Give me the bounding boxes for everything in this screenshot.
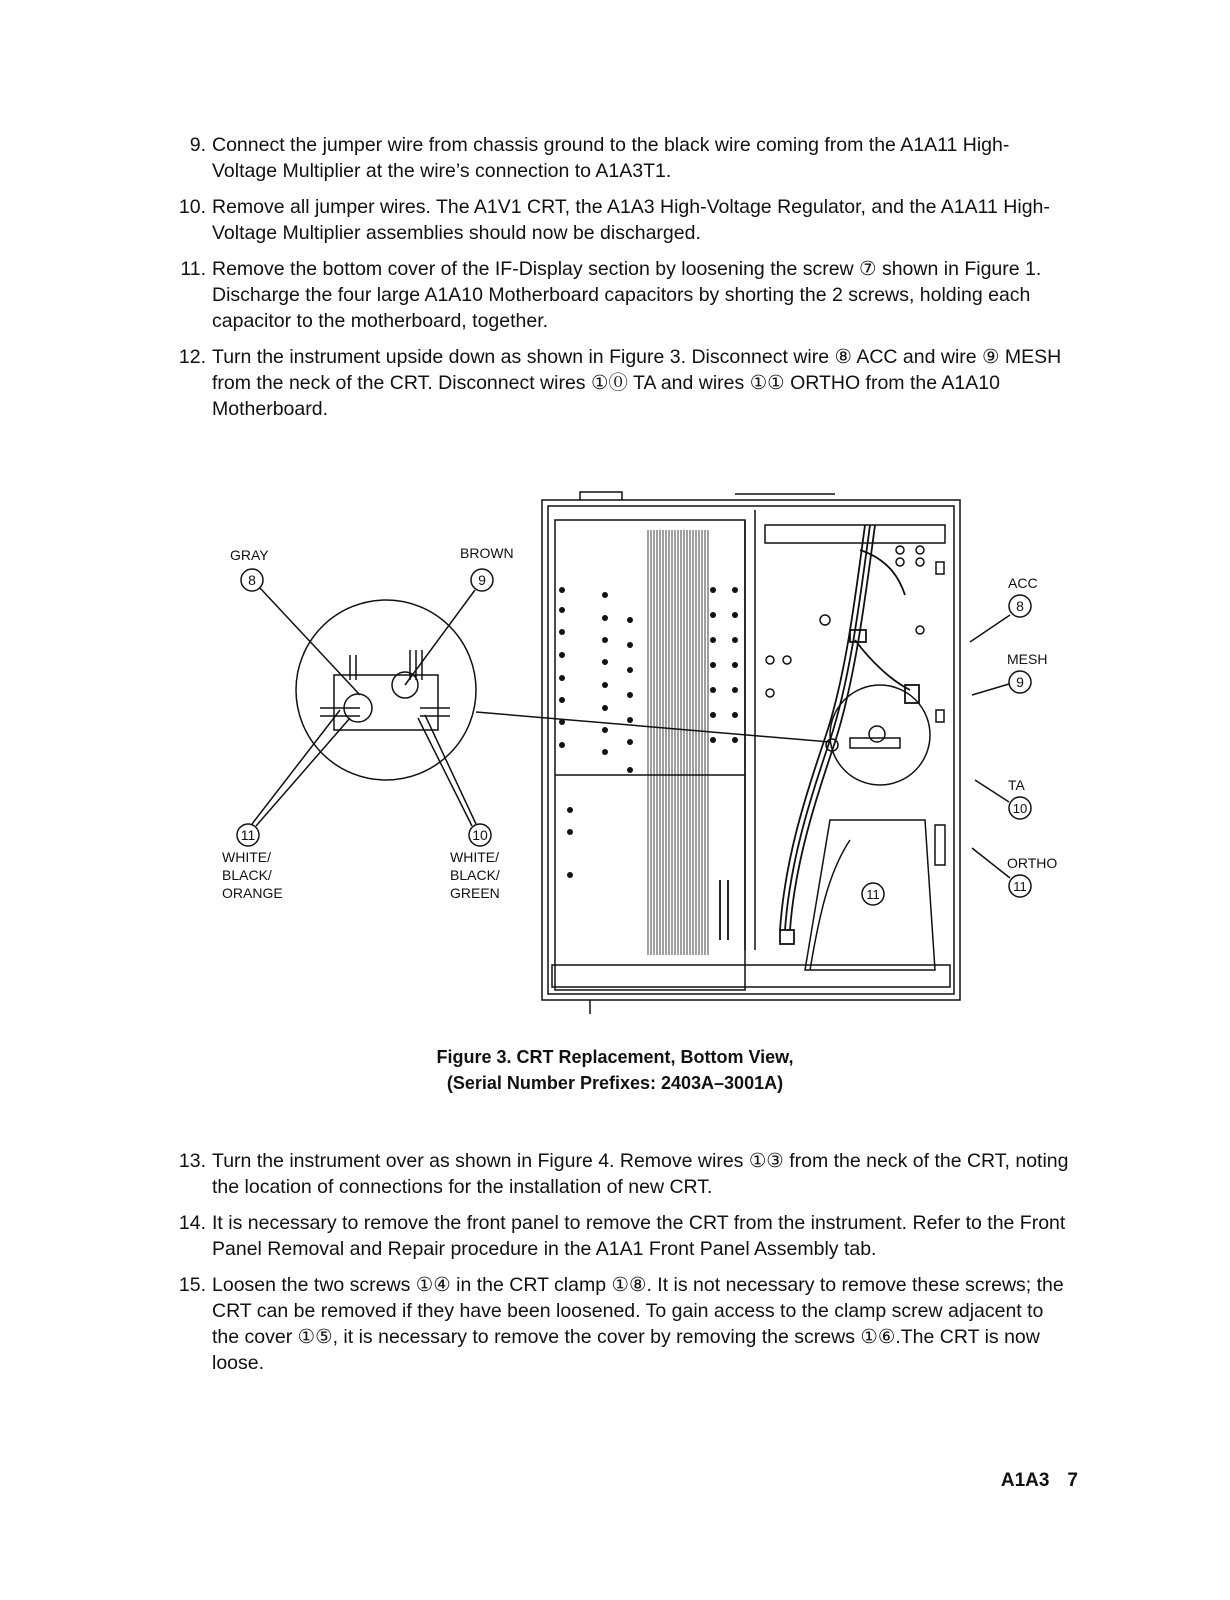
crt-diagram: [210, 480, 1070, 1020]
svg-text:9: 9: [478, 572, 486, 588]
step-text: Turn the instrument upside down as shown in Figure 3. Disconnect wire ⑧ ACC and wire ⑨ MESH from the neck of the CRT. Disconnect wires ①⓪ TA and wires ①① ORTHO from the A1A10 Motherboard.: [212, 346, 1062, 420]
step-text: Connect the jumper wire from chassis ground to the black wire coming from the A1A11 High-Voltage Multiplier at the wire’s connection to A1A3T1.: [212, 134, 1010, 182]
svg-text:WHITE/: WHITE/: [222, 849, 271, 865]
svg-text:BLACK/: BLACK/: [222, 867, 272, 883]
svg-text:GRAY: GRAY: [230, 547, 269, 563]
left-board: [555, 510, 755, 990]
svg-text:11: 11: [1013, 879, 1027, 894]
footer-page-number: 7: [1067, 1470, 1078, 1491]
svg-text:10: 10: [472, 827, 488, 843]
step-number: 11.: [180, 258, 206, 280]
crt-neck-callout: [830, 685, 930, 785]
step-number: 14.: [178, 1212, 206, 1234]
step-text: Remove all jumper wires. The A1V1 CRT, the A1A3 High-Voltage Regulator, and the A1A11 High-Voltage Multiplier assemblies should now be discharged.: [212, 196, 1050, 244]
svg-text:TA: TA: [1008, 777, 1025, 793]
callout-crt: [862, 883, 884, 905]
svg-text:ORANGE: ORANGE: [222, 885, 283, 901]
callout-acc: [970, 575, 1038, 642]
magnified-neck-detail: [320, 650, 450, 730]
figure-caption: [300, 1044, 930, 1096]
svg-text:ORTHO: ORTHO: [1007, 855, 1058, 871]
magnified-neck-view: [296, 600, 476, 780]
step-item: [172, 1210, 1072, 1262]
neck-detail: [850, 726, 900, 748]
svg-text:11: 11: [240, 827, 256, 843]
svg-text:WHITE/: WHITE/: [450, 849, 499, 865]
callout-white-black-orange: [222, 710, 350, 901]
step-item: [172, 256, 1072, 334]
steps-list-bottom: [172, 1148, 1072, 1386]
callout-gray: [230, 547, 360, 695]
callout-mesh: [972, 651, 1047, 695]
svg-text:MESH: MESH: [1007, 651, 1048, 667]
step-item: [172, 194, 1072, 246]
svg-text:8: 8: [248, 572, 256, 588]
step-number: 13.: [178, 1150, 206, 1172]
step-number: 10.: [178, 196, 206, 218]
svg-text:11: 11: [866, 887, 880, 902]
ribbon-cable: [648, 530, 708, 955]
svg-text:9: 9: [1016, 674, 1024, 690]
footer-section: A1A3: [1000, 1470, 1050, 1491]
step-number: 15.: [178, 1274, 206, 1296]
step-text: Turn the instrument over as shown in Figure 4. Remove wires ①③ from the neck of the CRT, noting the location of connections for the installation of new CRT.: [212, 1150, 1069, 1198]
callout-brown: [405, 545, 514, 685]
zoom-leader-line: [476, 712, 830, 742]
svg-text:GREEN: GREEN: [450, 885, 500, 901]
step-number: 12.: [178, 346, 206, 368]
svg-text:8: 8: [1016, 598, 1024, 614]
caption-line-2: (Serial Number Prefixes: 2403A–3001A): [446, 1073, 784, 1093]
step-number: 9.: [189, 134, 206, 156]
right-compartment: [765, 525, 945, 865]
page-footer: [983, 1470, 1078, 1492]
step-text: It is necessary to remove the front panel to remove the CRT from the instrument. Refer to the Front Panel Removal and Repair procedure in the A1A1 Front Panel Assembly tab.: [212, 1212, 1066, 1260]
figure-crt-bottom-view: [210, 480, 1070, 1020]
step-item: [172, 344, 1072, 422]
step-item: [172, 1148, 1072, 1200]
callout-ortho: [972, 848, 1057, 897]
svg-text:BROWN: BROWN: [460, 545, 514, 561]
step-item: [172, 1272, 1072, 1376]
caption-line-1: Figure 3. CRT Replacement, Bottom View,: [436, 1047, 794, 1067]
svg-text:BLACK/: BLACK/: [450, 867, 500, 883]
step-text: Remove the bottom cover of the IF-Display section by loosening the screw ⑦ shown in Figure 1. Discharge the four large A1A10 Motherboard capacitors by shorting the 2 screws, holding each capacitor to the motherboard, together.: [212, 258, 1042, 332]
step-text: Loosen the two screws ①④ in the CRT clamp ①⑧. It is not necessary to remove these screws; the CRT can be removed if they have been loosened. To gain access to the clamp screw adjacent to the cover ①⑤, it is necessary to remove the cover by removing the screws ①⑥.The CRT is now loose.: [212, 1274, 1064, 1374]
svg-text:ACC: ACC: [1008, 575, 1038, 591]
step-item: [172, 132, 1072, 184]
steps-list-top: [172, 132, 1072, 432]
svg-text:10: 10: [1012, 801, 1028, 816]
callout-ta: [975, 777, 1031, 819]
